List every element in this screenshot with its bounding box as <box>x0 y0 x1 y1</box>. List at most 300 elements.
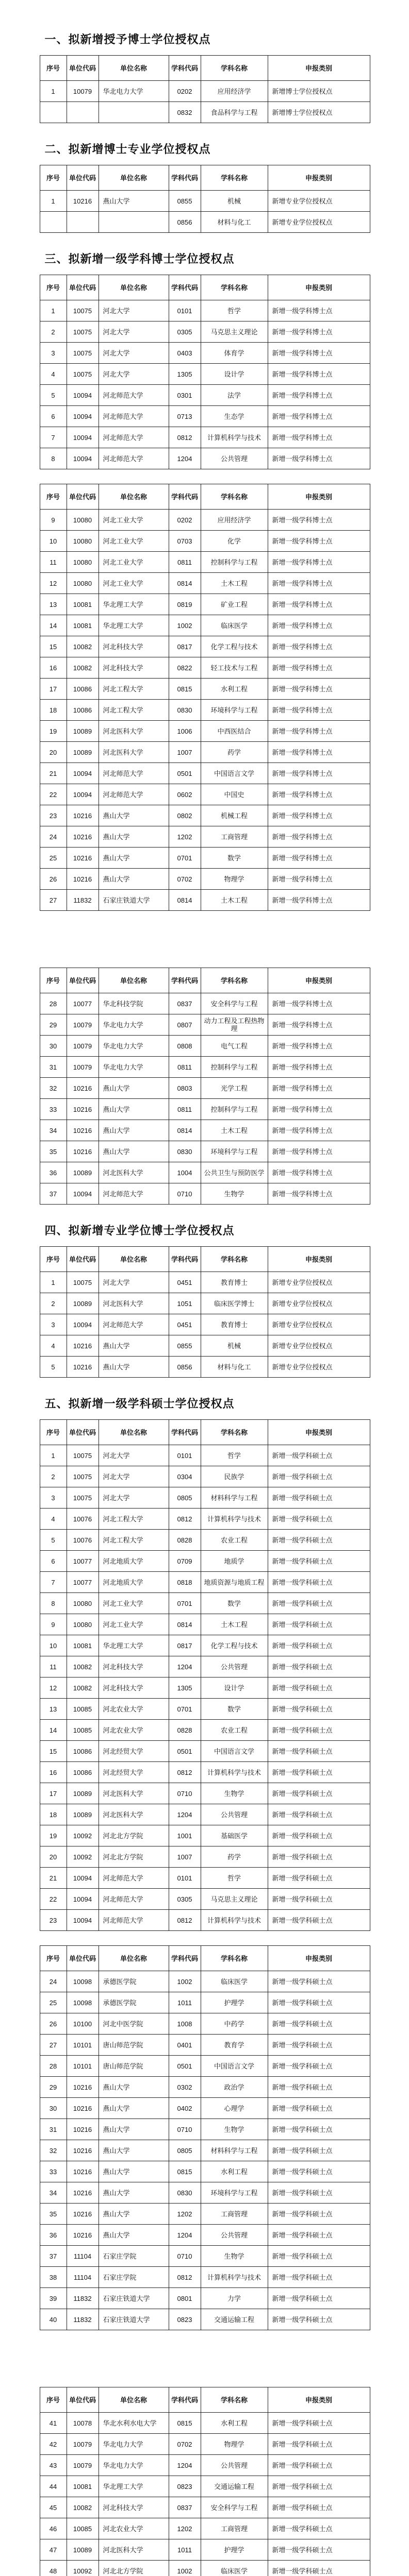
cell-type: 新增一级学科硕士点 <box>268 2225 370 2246</box>
table-row <box>40 826 370 848</box>
cell-code: 10080 <box>67 1593 99 1614</box>
cell-type: 新增一级学科博士点 <box>268 636 370 657</box>
table-row <box>40 1783 370 1804</box>
section-3 <box>40 250 370 1205</box>
cell-code: 10094 <box>67 1889 99 1910</box>
cell-dname: 公共管理 <box>201 448 268 469</box>
cell-dname: 材料与化工 <box>201 212 268 233</box>
table-row <box>40 2056 370 2077</box>
cell-dname: 哲学 <box>201 1445 268 1466</box>
cell-dname: 化学 <box>201 531 268 552</box>
header-type: 申报类别 <box>268 165 370 191</box>
cell-dcode: 1204 <box>169 1656 201 1677</box>
cell-dname: 中国语言文学 <box>201 1741 268 1762</box>
cell-dcode: 0803 <box>169 1078 201 1099</box>
cell-type: 新增一级学科博士点 <box>268 343 370 364</box>
header-dname: 学科名称 <box>201 275 268 300</box>
table-header-row <box>40 1247 370 1272</box>
cell-type: 新增一级学科硕士点 <box>268 1530 370 1551</box>
cell-name: 河北师范大学 <box>99 427 169 448</box>
cell-no: 17 <box>40 1783 67 1804</box>
cell-no: 42 <box>40 2434 67 2455</box>
cell-code: 10081 <box>67 615 99 636</box>
cell-code: 10094 <box>67 1183 99 1205</box>
table-row <box>40 2309 370 2330</box>
cell-no: 47 <box>40 2539 67 2561</box>
table-row <box>40 102 370 123</box>
cell-code: 10094 <box>67 385 99 406</box>
cell-type: 新增一级学科博士点 <box>268 594 370 615</box>
cell-code: 10086 <box>67 700 99 721</box>
cell-name: 河北师范大学 <box>99 406 169 427</box>
table-row <box>40 81 370 102</box>
cell-dname: 生物学 <box>201 1183 268 1205</box>
cell-no: 34 <box>40 2182 67 2204</box>
cell-dcode: 0817 <box>169 1635 201 1656</box>
cell-dname: 公共卫生与预防医学 <box>201 1162 268 1183</box>
cell-code: 10082 <box>67 1677 99 1699</box>
table-row <box>40 657 370 679</box>
cell-code: 10075 <box>67 1272 99 1293</box>
cell-type: 新增一级学科硕士点 <box>268 2497 370 2518</box>
cell-type: 新增一级学科博士点 <box>268 1162 370 1183</box>
cell-type: 新增一级学科博士点 <box>268 1141 370 1162</box>
table-row <box>40 1825 370 1846</box>
cell-dcode: 0101 <box>169 300 201 321</box>
cell-name: 河北大学 <box>99 1272 169 1293</box>
cell-dcode: 0812 <box>169 427 201 448</box>
cell-code: 10216 <box>67 2161 99 2182</box>
cell-dname: 中国史 <box>201 784 268 805</box>
cell-dcode: 0801 <box>169 2288 201 2309</box>
table-header-row <box>40 56 370 81</box>
cell-dcode: 0602 <box>169 784 201 805</box>
cell-code: 10077 <box>67 1551 99 1572</box>
cell-dname: 中药学 <box>201 2013 268 2035</box>
cell-dcode: 0202 <box>169 510 201 531</box>
cell-dname: 生物学 <box>201 1783 268 1804</box>
cell-name: 河北医科大学 <box>99 1783 169 1804</box>
table-row <box>40 700 370 721</box>
cell-name: 华北理工大学 <box>99 1635 169 1656</box>
cell-type: 新增一级学科硕士点 <box>268 1635 370 1656</box>
cell-code: 10089 <box>67 1783 99 1804</box>
table-row <box>40 1656 370 1677</box>
cell-dname: 动力工程及工程热物理 <box>201 1014 268 1036</box>
cell-dname: 交通运输工程 <box>201 2309 268 2330</box>
cell-name: 河北北方学院 <box>99 2561 169 2576</box>
table-row <box>40 1699 370 1720</box>
cell-no: 10 <box>40 531 67 552</box>
cell-dcode: 0814 <box>169 890 201 911</box>
cell-no: 18 <box>40 700 67 721</box>
header-dcode: 学科代码 <box>169 56 201 81</box>
cell-dname: 中国语言文学 <box>201 763 268 784</box>
cell-name: 石家庄学院 <box>99 2267 169 2288</box>
table-row <box>40 212 370 233</box>
cell-dname: 控制科学与工程 <box>201 552 268 573</box>
cell-name: 石家庄铁道大学 <box>99 890 169 911</box>
cell-code: 10092 <box>67 2561 99 2576</box>
cell-no: 37 <box>40 2246 67 2267</box>
cell-name: 河北大学 <box>99 321 169 343</box>
table-row <box>40 2140 370 2161</box>
table-row <box>40 2561 370 2576</box>
table-block <box>40 275 370 469</box>
document-page <box>40 0 370 2576</box>
cell-code: 10216 <box>67 805 99 826</box>
cell-type: 新增一级学科硕士点 <box>268 2035 370 2056</box>
cell-dname: 化学工程与技术 <box>201 636 268 657</box>
cell-dname: 药学 <box>201 742 268 763</box>
cell-dname: 设计学 <box>201 364 268 385</box>
header-dname: 学科名称 <box>201 968 268 993</box>
cell-type: 新增一级学科博士点 <box>268 721 370 742</box>
cell-dcode: 1004 <box>169 1162 201 1183</box>
cell-type: 新增一级学科博士点 <box>268 427 370 448</box>
cell-dcode: 1007 <box>169 1846 201 1868</box>
cell-no: 36 <box>40 2225 67 2246</box>
header-code: 单位代码 <box>67 968 99 993</box>
table-row <box>40 1099 370 1120</box>
cell-code <box>67 102 99 123</box>
cell-code: 10094 <box>67 448 99 469</box>
cell-code: 10092 <box>67 1825 99 1846</box>
cell-no: 33 <box>40 2161 67 2182</box>
table-row <box>40 2098 370 2119</box>
cell-no: 48 <box>40 2561 67 2576</box>
cell-code: 10216 <box>67 2204 99 2225</box>
cell-type: 新增一级学科博士点 <box>268 679 370 700</box>
cell-no: 6 <box>40 1551 67 1572</box>
cell-code: 10216 <box>67 2182 99 2204</box>
cell-code: 10082 <box>67 657 99 679</box>
cell-code: 10079 <box>67 2434 99 2455</box>
cell-code: 10216 <box>67 1357 99 1378</box>
cell-no: 12 <box>40 573 67 594</box>
cell-code: 10216 <box>67 1078 99 1099</box>
table-row <box>40 1593 370 1614</box>
cell-type: 新增一级学科硕士点 <box>268 1741 370 1762</box>
table-block <box>40 1419 370 1931</box>
cell-no: 25 <box>40 1992 67 2013</box>
cell-type: 新增一级学科博士点 <box>268 1120 370 1141</box>
cell-dname: 安全科学与工程 <box>201 2497 268 2518</box>
cell-name: 河北农业大学 <box>99 1699 169 1720</box>
cell-dname: 临床医学 <box>201 615 268 636</box>
table-row <box>40 2539 370 2561</box>
cell-name: 河北中医学院 <box>99 2013 169 2035</box>
cell-dname: 应用经济学 <box>201 510 268 531</box>
cell-code: 10080 <box>67 1614 99 1635</box>
cell-type: 新增一级学科硕士点 <box>268 2476 370 2497</box>
cell-code: 10080 <box>67 552 99 573</box>
cell-code: 10098 <box>67 1992 99 2013</box>
cell-dcode: 0837 <box>169 2497 201 2518</box>
cell-dname: 教育博士 <box>201 1314 268 1335</box>
cell-no: 32 <box>40 2140 67 2161</box>
cell-code: 10216 <box>67 1141 99 1162</box>
degree-table <box>40 1246 370 1378</box>
cell-code: 10094 <box>67 763 99 784</box>
cell-no: 36 <box>40 1162 67 1183</box>
cell-dcode: 1002 <box>169 2561 201 2576</box>
cell-dname: 物理学 <box>201 869 268 890</box>
table-row <box>40 1530 370 1551</box>
cell-type: 新增一级学科硕士点 <box>268 2539 370 2561</box>
cell-name: 承德医学院 <box>99 1971 169 1992</box>
cell-name: 河北大学 <box>99 300 169 321</box>
cell-name: 河北科技大学 <box>99 2497 169 2518</box>
cell-no: 16 <box>40 1762 67 1783</box>
cell-code: 10098 <box>67 1971 99 1992</box>
table-row <box>40 784 370 805</box>
cell-type: 新增一级学科硕士点 <box>268 1910 370 1931</box>
cell-dname: 生态学 <box>201 406 268 427</box>
cell-dname: 中国语言文学 <box>201 2056 268 2077</box>
cell-type: 新增一级学科硕士点 <box>268 2182 370 2204</box>
header-dname: 学科名称 <box>201 1247 268 1272</box>
table-row <box>40 890 370 911</box>
cell-dname: 材料与化工 <box>201 1357 268 1378</box>
cell-dcode: 1305 <box>169 364 201 385</box>
cell-dcode: 1204 <box>169 448 201 469</box>
header-code: 单位代码 <box>67 56 99 81</box>
table-row <box>40 1992 370 2013</box>
cell-name: 华北电力大学 <box>99 1036 169 1057</box>
header-name: 单位名称 <box>99 1420 169 1445</box>
cell-dcode: 0710 <box>169 2119 201 2140</box>
cell-no: 27 <box>40 890 67 911</box>
cell-no: 35 <box>40 2204 67 2225</box>
cell-type: 新增一级学科硕士点 <box>268 2098 370 2119</box>
table-row <box>40 2518 370 2539</box>
cell-code: 10081 <box>67 2476 99 2497</box>
cell-no: 28 <box>40 993 67 1014</box>
cell-dcode: 0828 <box>169 1530 201 1551</box>
cell-dname: 教育学 <box>201 2035 268 2056</box>
cell-name: 华北科技学院 <box>99 993 169 1014</box>
table-row <box>40 300 370 321</box>
cell-type: 新增一级学科博士点 <box>268 700 370 721</box>
header-no: 序号 <box>40 1247 67 1272</box>
cell-dname: 药学 <box>201 1846 268 1868</box>
degree-table <box>40 275 370 469</box>
cell-name: 河北师范大学 <box>99 385 169 406</box>
cell-name: 石家庄学院 <box>99 2246 169 2267</box>
header-dname: 学科名称 <box>201 484 268 510</box>
cell-code: 10075 <box>67 321 99 343</box>
cell-dcode: 0802 <box>169 805 201 826</box>
cell-dcode: 0451 <box>169 1272 201 1293</box>
cell-code: 10079 <box>67 2455 99 2476</box>
cell-dname: 计算机科学与技术 <box>201 2267 268 2288</box>
table-row <box>40 1078 370 1099</box>
table-row <box>40 2246 370 2267</box>
cell-type: 新增一级学科博士点 <box>268 1014 370 1036</box>
cell-no: 4 <box>40 1509 67 1530</box>
table-row <box>40 1762 370 1783</box>
table-row <box>40 191 370 212</box>
cell-dname: 交通运输工程 <box>201 2476 268 2497</box>
cell-dcode: 1002 <box>169 615 201 636</box>
header-name: 单位名称 <box>99 165 169 191</box>
cell-dcode: 0302 <box>169 2077 201 2098</box>
cell-dcode: 0501 <box>169 763 201 784</box>
cell-code: 10077 <box>67 1572 99 1593</box>
cell-type: 新增一级学科硕士点 <box>268 1804 370 1825</box>
cell-dname: 设计学 <box>201 1677 268 1699</box>
cell-dname: 工商管理 <box>201 826 268 848</box>
cell-name: 燕山大学 <box>99 191 169 212</box>
cell-dcode: 0814 <box>169 1120 201 1141</box>
header-code: 单位代码 <box>67 1247 99 1272</box>
cell-dcode: 1007 <box>169 742 201 763</box>
cell-dname: 哲学 <box>201 1868 268 1889</box>
cell-no: 46 <box>40 2518 67 2539</box>
table-row <box>40 1445 370 1466</box>
cell-code: 10075 <box>67 1445 99 1466</box>
cell-type: 新增一级学科硕士点 <box>268 1656 370 1677</box>
cell-dname: 工商管理 <box>201 2518 268 2539</box>
cell-code: 10094 <box>67 1314 99 1335</box>
cell-dcode: 0401 <box>169 2035 201 2056</box>
section-title: 一、拟新增授予博士学位授权点 <box>44 33 211 46</box>
cell-no: 27 <box>40 2035 67 2056</box>
table-row <box>40 1162 370 1183</box>
cell-dname: 法学 <box>201 385 268 406</box>
header-code: 单位代码 <box>67 2387 99 2413</box>
table-row <box>40 385 370 406</box>
cell-no: 38 <box>40 2267 67 2288</box>
cell-no: 29 <box>40 2077 67 2098</box>
cell-no: 16 <box>40 657 67 679</box>
cell-code: 10216 <box>67 2077 99 2098</box>
cell-dcode: 0855 <box>169 1335 201 1357</box>
table-row <box>40 1036 370 1057</box>
cell-name: 河北工程大学 <box>99 679 169 700</box>
cell-type: 新增一级学科硕士点 <box>268 1572 370 1593</box>
cell-dcode: 0830 <box>169 2182 201 2204</box>
cell-name: 燕山大学 <box>99 1141 169 1162</box>
cell-name: 河北大学 <box>99 343 169 364</box>
header-dname: 学科名称 <box>201 1946 268 1971</box>
cell-code: 10216 <box>67 869 99 890</box>
cell-no: 10 <box>40 1635 67 1656</box>
cell-no: 31 <box>40 1057 67 1078</box>
cell-dcode: 0837 <box>169 993 201 1014</box>
table-header-row <box>40 484 370 510</box>
cell-code: 10075 <box>67 364 99 385</box>
cell-type: 新增一级学科博士点 <box>268 805 370 826</box>
cell-no: 21 <box>40 763 67 784</box>
cell-dcode: 0815 <box>169 679 201 700</box>
cell-dcode: 0101 <box>169 1445 201 1466</box>
cell-no: 9 <box>40 510 67 531</box>
cell-dname: 心理学 <box>201 2098 268 2119</box>
cell-dcode: 0819 <box>169 594 201 615</box>
cell-no: 20 <box>40 1846 67 1868</box>
cell-type: 新增一级学科博士点 <box>268 510 370 531</box>
cell-dcode: 0710 <box>169 1183 201 1205</box>
cell-name <box>99 212 169 233</box>
cell-name: 河北工业大学 <box>99 1593 169 1614</box>
cell-name: 燕山大学 <box>99 826 169 848</box>
cell-name: 河北地质大学 <box>99 1572 169 1593</box>
cell-type: 新增博士学位授权点 <box>268 81 370 102</box>
cell-dcode: 0701 <box>169 1593 201 1614</box>
cell-code: 10101 <box>67 2035 99 2056</box>
cell-name: 燕山大学 <box>99 848 169 869</box>
cell-no: 9 <box>40 1614 67 1635</box>
table-row <box>40 1889 370 1910</box>
cell-dcode: 0856 <box>169 1357 201 1378</box>
cell-dcode: 0501 <box>169 1741 201 1762</box>
cell-type: 新增一级学科博士点 <box>268 1036 370 1057</box>
table-row <box>40 2013 370 2035</box>
cell-name: 河北医科大学 <box>99 1804 169 1825</box>
table-row <box>40 993 370 1014</box>
cell-code: 10089 <box>67 1804 99 1825</box>
cell-type: 新增专业学位授权点 <box>268 1272 370 1293</box>
cell-code: 11104 <box>67 2267 99 2288</box>
table-block <box>40 55 370 123</box>
table-row <box>40 1868 370 1889</box>
cell-dcode: 0501 <box>169 2056 201 2077</box>
cell-code: 11832 <box>67 890 99 911</box>
cell-type: 新增一级学科硕士点 <box>268 1466 370 1487</box>
cell-dname: 土木工程 <box>201 573 268 594</box>
cell-dname: 控制科学与工程 <box>201 1057 268 1078</box>
section-title: 三、拟新增一级学科博士学位授权点 <box>44 252 235 265</box>
cell-code: 10089 <box>67 1162 99 1183</box>
table-header-row <box>40 1420 370 1445</box>
table-row <box>40 510 370 531</box>
cell-name: 河北经贸大学 <box>99 1762 169 1783</box>
cell-code: 10080 <box>67 531 99 552</box>
cell-dname: 工商管理 <box>201 2204 268 2225</box>
cell-type: 新增一级学科硕士点 <box>268 1992 370 2013</box>
cell-code: 10082 <box>67 636 99 657</box>
cell-type: 新增一级学科硕士点 <box>268 2246 370 2267</box>
header-dname: 学科名称 <box>201 165 268 191</box>
cell-name: 燕山大学 <box>99 2204 169 2225</box>
table-block <box>40 484 370 911</box>
cell-dcode: 1204 <box>169 2455 201 2476</box>
cell-no: 15 <box>40 636 67 657</box>
cell-name: 燕山大学 <box>99 1078 169 1099</box>
cell-dcode: 0701 <box>169 848 201 869</box>
cell-no: 14 <box>40 1720 67 1741</box>
cell-code: 11832 <box>67 2288 99 2309</box>
cell-dname: 化学工程与技术 <box>201 1635 268 1656</box>
cell-type: 新增一级学科博士点 <box>268 993 370 1014</box>
cell-name: 燕山大学 <box>99 2119 169 2140</box>
cell-name <box>99 102 169 123</box>
cell-name: 燕山大学 <box>99 805 169 826</box>
cell-no: 22 <box>40 1889 67 1910</box>
cell-dname: 生物学 <box>201 2119 268 2140</box>
cell-no: 6 <box>40 406 67 427</box>
cell-type: 新增一级学科博士点 <box>268 406 370 427</box>
cell-type: 新增一级学科博士点 <box>268 531 370 552</box>
header-dcode: 学科代码 <box>169 1420 201 1445</box>
cell-code: 10216 <box>67 2098 99 2119</box>
cell-dname: 体育学 <box>201 343 268 364</box>
cell-no: 40 <box>40 2309 67 2330</box>
header-name: 单位名称 <box>99 968 169 993</box>
cell-name: 华北理工大学 <box>99 615 169 636</box>
